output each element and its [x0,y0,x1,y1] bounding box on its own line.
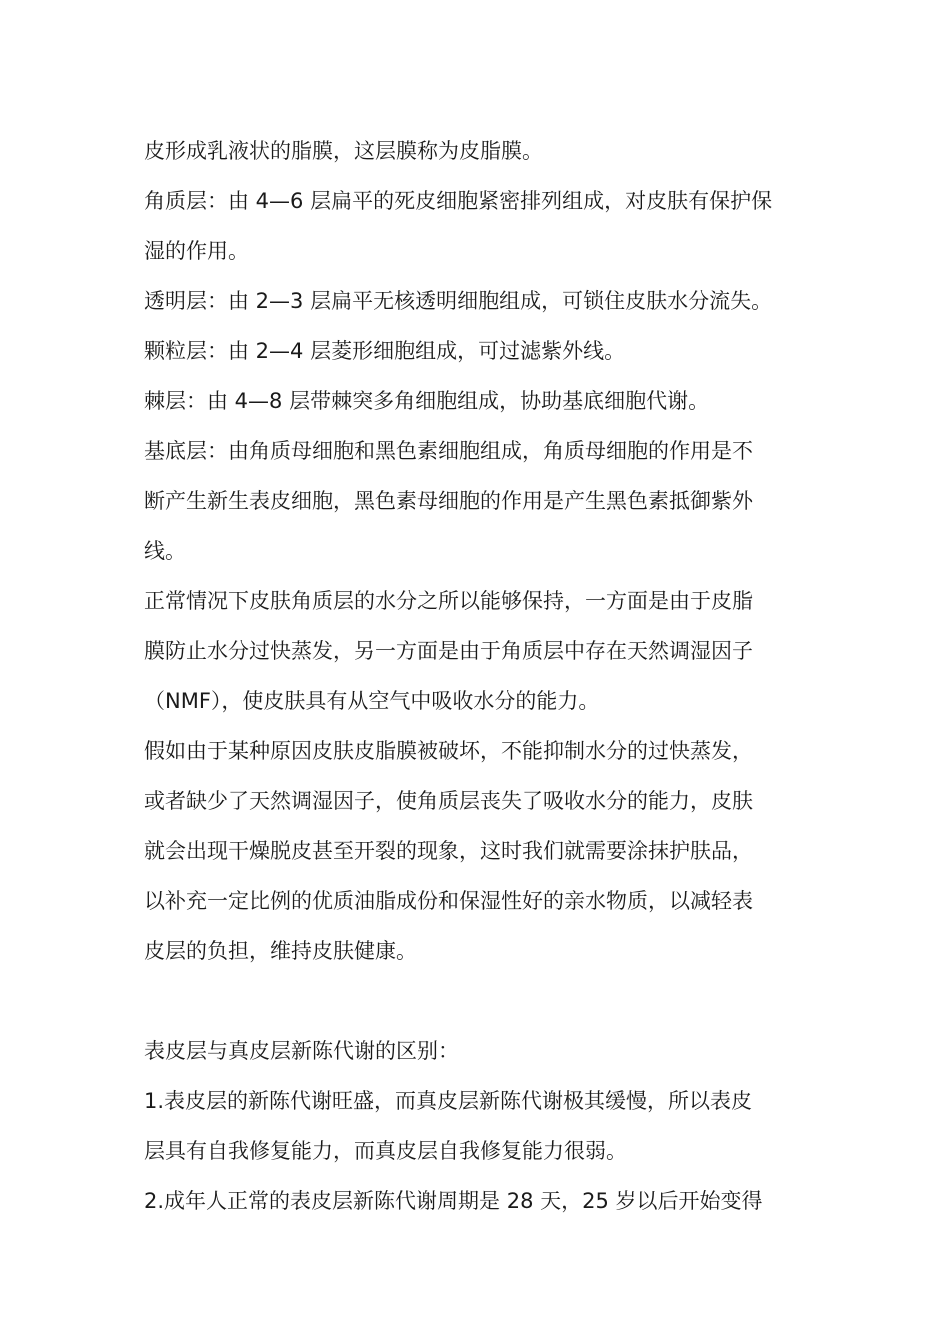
text-line: 层具有自我修复能力，而真皮层自我修复能力很弱。 [144,1139,627,1163]
text-line: 皮层的负担，维持皮肤健康。 [144,939,417,963]
text-line: 假如由于某种原因皮肤皮脂膜被破坏，不能抑制水分的过快蒸发， [144,739,753,763]
text-line: 透明层：由 2—3 层扁平无核透明细胞组成，可锁住皮肤水分流失。 [144,289,773,313]
text-line: 颗粒层：由 2—4 层菱形细胞组成，可过滤紫外线。 [144,339,626,363]
text-line: 基底层：由角质母细胞和黑色素细胞组成，角质母细胞的作用是不 [144,439,753,463]
text-line: 就会出现干燥脱皮甚至开裂的现象，这时我们就需要涂抹护肤品， [144,839,753,863]
text-line: 2.成年人正常的表皮层新陈代谢周期是 28 天，25 岁以后开始变得 [144,1189,763,1213]
text-line: 断产生新生表皮细胞，黑色素母细胞的作用是产生黑色素抵御紫外 [144,489,753,513]
paragraph-spacer [144,976,824,1026]
text-line: 角质层：由 4—6 层扁平的死皮细胞紧密排列组成，对皮肤有保护保 [144,189,773,213]
text-line: 线。 [144,539,186,563]
text-line: 1.表皮层的新陈代谢旺盛，而真皮层新陈代谢极其缓慢，所以表皮 [144,1089,753,1113]
text-line: （NMF），使皮肤具有从空气中吸收水分的能力。 [144,689,600,713]
text-line: 湿的作用。 [144,239,249,263]
text-line: 正常情况下皮肤角质层的水分之所以能够保持，一方面是由于皮脂 [144,589,753,613]
text-line: 或者缺少了天然调湿因子，使角质层丧失了吸收水分的能力，皮肤 [144,789,753,813]
text-line: 以补充一定比例的优质油脂成份和保湿性好的亲水物质，以减轻表 [144,889,753,913]
text-line: 棘层：由 4—8 层带棘突多角细胞组成，协助基底细胞代谢。 [144,389,710,413]
text-line: 皮形成乳液状的脂膜，这层膜称为皮脂膜。 [144,139,543,163]
text-line: 膜防止水分过快蒸发，另一方面是由于角质层中存在天然调湿因子 [144,639,753,663]
section-heading: 表皮层与真皮层新陈代谢的区别： [144,1039,459,1063]
document-body [144,126,824,1226]
